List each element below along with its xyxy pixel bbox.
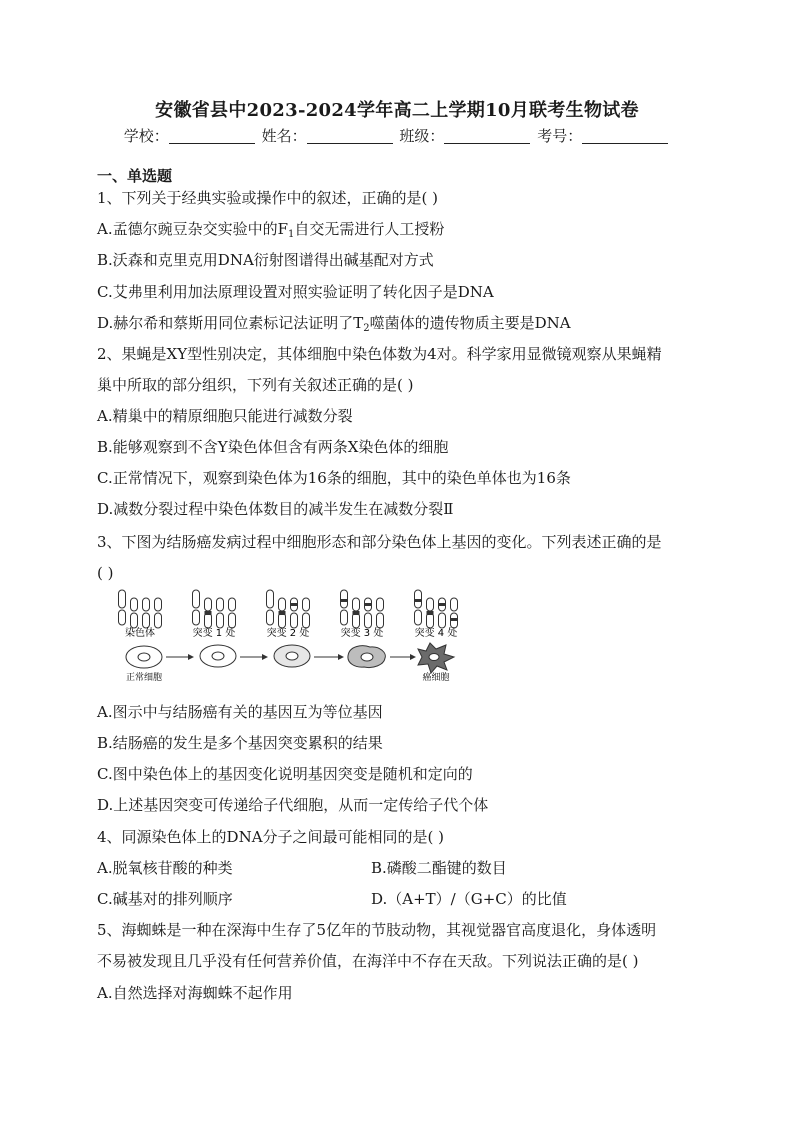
q3-stem-line2: ( ) xyxy=(97,564,114,582)
label-cancer-cell: 癌细胞 xyxy=(422,673,450,683)
q1-d-sub: 2 xyxy=(363,323,370,334)
q2-option-d: D.减数分裂过程中染色体数目的减半发生在减数分裂Ⅱ xyxy=(97,500,454,518)
q4-option-a: A.脱氧核苷酸的种类 xyxy=(97,859,233,877)
q2-option-c: C.正常情况下，观察到染色体为16条的细胞，其中的染色单体也为16条 xyxy=(97,469,571,487)
class-blank[interactable] xyxy=(444,127,530,144)
q1-d-post: 噬菌体的遗传物质主要是DNA xyxy=(369,314,571,332)
q1-stem: 1、下列关于经典实验或操作中的叙述，正确的是( ) xyxy=(97,189,439,207)
q5-stem-line1: 5、海蜘蛛是一种在深海中生存了5亿年的节肢动物，其视觉器官高度退化，身体透明 xyxy=(97,921,657,939)
q3-stem-line1: 3、下图为结肠癌发病过程中细胞形态和部分染色体上基因的变化。下列表述正确的是 xyxy=(97,533,662,551)
name-blank[interactable] xyxy=(307,127,393,144)
q1-option-d xyxy=(97,313,571,333)
q4-stem: 4、同源染色体上的DNA分子之间最可能相同的是( ) xyxy=(97,828,445,846)
cell-stage-3 xyxy=(348,646,385,668)
q1-option-c: C.艾弗里利用加法原理设置对照实验证明了转化因子是DNA xyxy=(97,283,494,301)
q2-option-b: B.能够观察到不含Y染色体但含有两条X染色体的细胞 xyxy=(97,438,449,456)
q1-a-post: 自交无需进行人工授粉 xyxy=(294,220,445,238)
q1-a-pre: A.孟德尔豌豆杂交实验中的F xyxy=(97,220,289,238)
q5-stem-line2: 不易被发现且几乎没有任何营养价值，在海洋中不存在天敌。下列说法正确的是( ) xyxy=(97,952,639,970)
chromosome-group-3 xyxy=(267,590,310,628)
q1-option-a xyxy=(97,219,444,239)
q2-stem-line1: 2、果蝇是XY型性别决定，其体细胞中染色体数为4对。科学家用显微镜观察从果蝇精 xyxy=(97,345,662,363)
q1-a-sub: 1 xyxy=(288,229,295,240)
school-blank[interactable] xyxy=(169,127,255,144)
label-mutation-3: 突变 3 处 xyxy=(340,628,384,639)
figure-svg xyxy=(100,585,480,685)
q4-option-b: B.磷酸二酯键的数目 xyxy=(371,859,507,877)
q1-option-b: B.沃森和克里克用DNA衍射图谱得出碱基配对方式 xyxy=(97,251,434,269)
number-label: 考号： xyxy=(537,127,583,145)
cell-stage-1 xyxy=(200,645,236,667)
cell-stage-2 xyxy=(274,645,310,667)
normal-cell xyxy=(126,646,162,668)
q4-option-c: C.碱基对的排列顺序 xyxy=(97,890,233,908)
q5-option-a: A.自然选择对海蜘蛛不起作用 xyxy=(97,984,293,1002)
label-mutation-2: 突变 2 处 xyxy=(266,628,310,639)
q3-option-b: B.结肠癌的发生是多个基因突变累积的结果 xyxy=(97,734,383,752)
school-label: 学校： xyxy=(123,127,169,145)
chromosome-group-4 xyxy=(341,590,384,628)
class-label: 班级： xyxy=(399,127,445,145)
label-mutation-1: 突变 1 处 xyxy=(192,628,236,639)
chromosome-group-5 xyxy=(415,590,458,628)
q1-d-pre: D.赫尔希和蔡斯用同位素标记法证明了T xyxy=(97,314,364,332)
q3-option-a: A.图示中与结肠癌有关的基因互为等位基因 xyxy=(97,703,383,721)
chromosome-group-1 xyxy=(119,590,162,628)
q2-stem-line2: 巢中所取的部分组织，下列有关叙述正确的是( ) xyxy=(97,376,414,394)
label-mutation-4: 突变 4 处 xyxy=(414,628,458,639)
cancer-cell xyxy=(418,643,454,673)
student-info-line xyxy=(0,125,794,146)
q2-option-a: A.精巢中的精原细胞只能进行减数分裂 xyxy=(97,407,353,425)
chromosome-group-2 xyxy=(193,590,236,628)
name-label: 姓名： xyxy=(261,127,307,145)
q3-option-c: C.图中染色体上的基因变化说明基因突变是随机和定向的 xyxy=(97,765,473,783)
q3-option-d: D.上述基因突变可传递给子代细胞，从而一定传给子代个体 xyxy=(97,796,489,814)
q4-option-d: D.（A+T）/（G+C）的比值 xyxy=(371,890,567,908)
label-chromosome: 染色体 xyxy=(125,628,155,639)
label-normal-cell: 正常细胞 xyxy=(125,673,163,683)
section-heading: 一、单选题 xyxy=(97,167,173,185)
number-blank[interactable] xyxy=(582,127,668,144)
exam-title: 安徽省县中2023-2024学年高二上学期10月联考生物试卷 xyxy=(155,100,639,121)
colon-cancer-figure xyxy=(100,585,480,685)
